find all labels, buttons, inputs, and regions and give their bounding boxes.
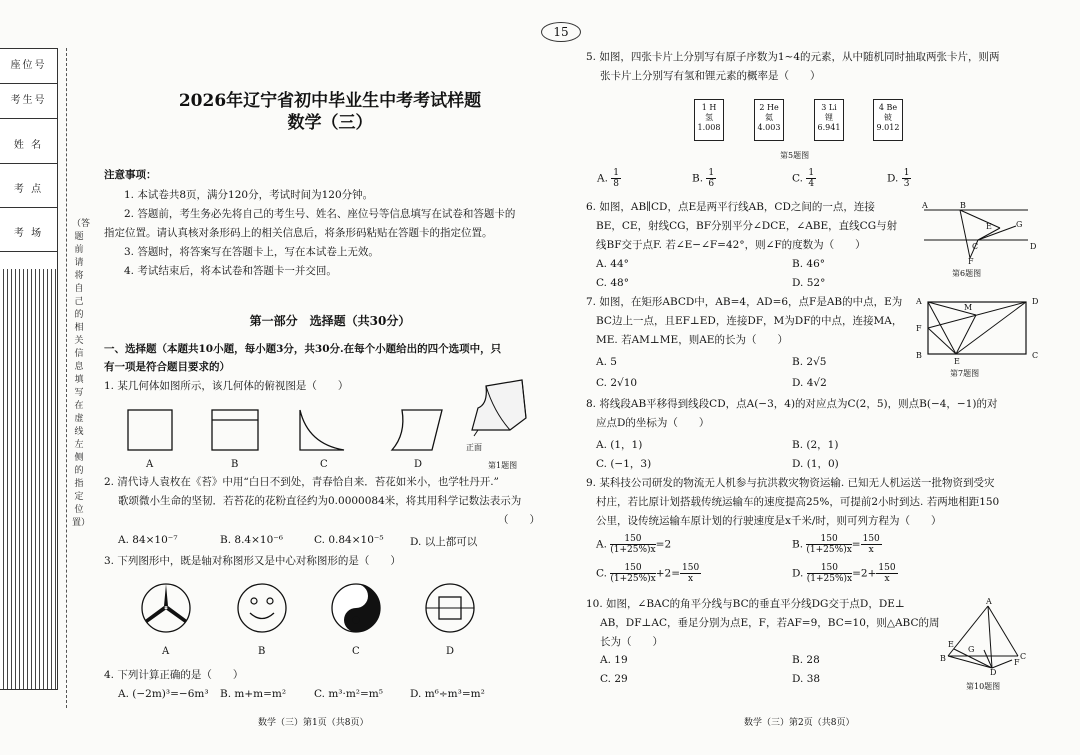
q10-point-f: F xyxy=(1014,658,1020,667)
q10-caption: 第10题图 xyxy=(966,682,1001,691)
q6-point-a: A xyxy=(922,201,928,210)
q1-label-c: C xyxy=(320,459,328,470)
q5-stem-cont: 张卡片上分别写有氢和锂元素的概率是（ ） xyxy=(600,70,821,82)
q1-label-a: A xyxy=(146,459,154,470)
q3-label-b: B xyxy=(258,646,266,657)
q3-option-a-figure xyxy=(140,582,192,634)
q6-caption: 第6题图 xyxy=(952,269,982,278)
q5-card-h: 1 H 氢 1.008 xyxy=(694,99,724,141)
q9-option-c: C. $\frac{150}{(1+25\%)x}$ +2= $\frac{150}{x}$ xyxy=(596,563,700,584)
q6-point-g: G xyxy=(1016,220,1023,229)
cut-line xyxy=(66,48,67,708)
barcode-area xyxy=(0,269,57,689)
q10-point-a: A xyxy=(986,597,992,606)
q6-stem-cont2: 线BF交于点F. 若∠E−∠F=42°，则∠F的度数为（ ） xyxy=(596,239,866,251)
q7-point-c: C xyxy=(1032,351,1039,360)
q10-option-a: A. 19 xyxy=(600,654,628,666)
q7-point-f: F xyxy=(916,324,922,333)
q8-option-a: A. (1，1) xyxy=(596,439,643,451)
exam-title: 2026年辽宁省初中毕业生中考考试样题 xyxy=(178,91,482,111)
q10-stem: 10. 如图，∠BAC的角平分线与BC的垂直平分线DG交于点D，DE⊥ xyxy=(586,598,905,610)
q10-point-g: G xyxy=(968,645,975,654)
exam-room-field: 考 场 xyxy=(0,217,57,252)
q9-stem: 9. 某科技公司研发的物流无人机参与抗洪救灾物资运输. 已知无人机运送一批物资到受灾 xyxy=(586,477,995,489)
part1-heading: 第一部分 选择题（共30分） xyxy=(249,314,411,328)
q1-option-d-figure xyxy=(392,408,446,454)
q9-option-a: A. $\frac{150}{(1+25\%)x}$ =2 xyxy=(596,534,672,555)
q9-stem-cont2: 公里，设传统运输车原计划的行驶速度是x千米/时，则可列方程为（ ） xyxy=(596,515,942,527)
q3-label-d: D xyxy=(446,646,455,657)
q5-option-b: B. $\frac{1}{6}$ xyxy=(692,168,715,189)
q7-option-c: C. 2√10 xyxy=(596,377,638,389)
q10-option-c: C. 29 xyxy=(600,673,628,685)
q3-option-c-figure xyxy=(330,582,382,634)
q2-stem: 2. 清代诗人袁枚在《苔》中用“白日不到处，青春恰自来．苔花如米小，也学牡丹开.” xyxy=(104,476,499,488)
q6-point-c: C xyxy=(972,242,979,251)
notice-item: 1. 本试卷共8页，满分120分，考试时间为120分钟。 xyxy=(124,189,374,201)
q9-option-d: D. $\frac{150}{(1+25\%)x}$ =2+ $\frac{150}{x}$ xyxy=(792,563,896,584)
q5-card-be: 4 Be 铍 9.012 xyxy=(873,99,903,141)
q6-figure xyxy=(920,198,1032,262)
q5-option-c: C. $\frac{1}{4}$ xyxy=(792,168,815,189)
notice-item: 指定位置。请认真核对条形码上的相关信息后，将条形码粘贴在答题卡的指定位置。 xyxy=(104,227,493,239)
q1-stem: 1. 某几何体如图所示，该几何体的俯视图是（ ） xyxy=(104,380,349,392)
q4-option-c: C. m³·m²=m⁵ xyxy=(314,688,383,700)
q10-stem-cont2: 长为（ ） xyxy=(600,636,663,648)
q7-point-e: E xyxy=(954,357,960,366)
q7-option-a: A. 5 xyxy=(596,356,617,368)
q4-option-d: D. m⁶÷m³=m² xyxy=(410,688,485,700)
q6-stem-cont: BE，CE，射线CG，BF分别平分∠DCE，∠ABE，直线CG与射 xyxy=(596,220,898,232)
q7-point-b: B xyxy=(916,351,922,360)
q7-stem: 7. 如图，在矩形ABCD中，AB=4，AD=6，点F是AB的中点，E为 xyxy=(586,296,903,308)
q5-card-he: 2 He 氦 4.003 xyxy=(754,99,784,141)
q1-option-b-figure xyxy=(212,408,262,454)
q7-point-m: M xyxy=(964,303,973,312)
seat-number-field: 座位号 xyxy=(0,49,57,84)
notice-item: 2. 答题前，考生务必先将自己的考生号、姓名、座位号等信息填写在试卷和答题卡的 xyxy=(124,208,516,220)
q2-option-b: B. 8.4×10⁻⁶ xyxy=(220,534,283,546)
q6-point-b: B xyxy=(960,201,966,210)
exam-number-field: 考生号 xyxy=(0,84,57,119)
notice-item: 3. 答题时，将答案写在答题卡上，写在本试卷上无效。 xyxy=(124,246,379,258)
q6-point-d: D xyxy=(1030,242,1037,251)
section-heading-cont: 有一项是符合题目要求的） xyxy=(104,361,230,373)
q2-stem-cont: 歌颂微小生命的坚韧．若苔花的花粉直径约为0.0000084米，将其用科学记数法表示为 xyxy=(118,495,522,507)
q2-option-d: D. 以上都可以 xyxy=(410,536,478,548)
q6-point-e: E xyxy=(986,222,992,231)
q1-option-c-figure xyxy=(298,408,348,454)
q4-option-a: A. (−2m)³=−6m³ xyxy=(118,688,209,700)
exam-subtitle: 数学（三） xyxy=(287,113,373,133)
q8-stem-cont: 应点D的坐标为（ ） xyxy=(596,417,710,429)
q10-point-b: B xyxy=(940,654,946,663)
q2-option-c: C. 0.84×10⁻⁵ xyxy=(314,534,384,546)
q8-option-d: D. (1，0) xyxy=(792,458,839,470)
q6-stem: 6. 如图，AB∥CD，点E是两平行线AB，CD之间的一点，连接 xyxy=(586,201,875,213)
q10-option-d: D. 38 xyxy=(792,673,821,685)
q8-option-c: C. (−1，3) xyxy=(596,458,652,470)
q4-option-b: B. m+m=m² xyxy=(220,688,287,700)
q10-option-b: B. 28 xyxy=(792,654,820,666)
q1-front-label: 正面 xyxy=(466,443,482,452)
q5-option-a: A. $\frac{1}{8}$ xyxy=(597,168,619,189)
q3-label-a: A xyxy=(162,646,170,657)
notice-heading: 注意事项： xyxy=(104,169,157,181)
q10-point-c: C xyxy=(1020,652,1027,661)
q6-option-c: C. 48° xyxy=(596,277,629,289)
q3-stem: 3. 下列图形中，既是轴对称图形又是中心对称图形的是（ ） xyxy=(104,555,401,567)
q1-label-d: D xyxy=(414,459,423,470)
q6-point-f: F xyxy=(968,257,974,266)
q2-option-a: A. 84×10⁻⁷ xyxy=(118,534,178,546)
q10-stem-cont: AB，DF⊥AC，垂足分别为点E，F，若AF=9，BC=10，则△ABC的周 xyxy=(600,617,940,629)
q6-option-a: A. 44° xyxy=(596,258,629,270)
q5-stem: 5. 如图，四张卡片上分别写有原子序数为1~4的元素，从中随机同时抽取两张卡片，则两 xyxy=(586,51,1000,63)
q8-option-b: B. (2，1) xyxy=(792,439,839,451)
q7-stem-cont: BC边上一点，且EF⊥ED，连接DF，M为DF的中点，连接MA， xyxy=(596,315,903,327)
q5-option-d: D. $\frac{1}{3}$ xyxy=(887,168,910,189)
q10-point-d: D xyxy=(990,668,997,677)
info-sidebar xyxy=(0,48,58,690)
exam-site-field: 考 点 xyxy=(0,173,57,208)
q1-caption: 第1题图 xyxy=(488,461,518,470)
q7-option-b: B. 2√5 xyxy=(792,356,827,368)
q1-option-a-figure xyxy=(128,408,178,454)
q5-caption: 第5题图 xyxy=(780,151,810,160)
q3-label-c: C xyxy=(352,646,360,657)
q6-option-b: B. 46° xyxy=(792,258,826,270)
q1-label-b: B xyxy=(231,459,239,470)
q10-point-e: E xyxy=(948,640,954,649)
q6-option-d: D. 52° xyxy=(792,277,826,289)
q1-solid-figure xyxy=(468,378,532,442)
section-heading: 一、选择题（本题共10小题，每小题3分，共30分.在每个小题给出的四个选项中，只 xyxy=(104,343,502,355)
name-field: 姓 名 xyxy=(0,129,57,164)
q7-figure xyxy=(926,300,1030,360)
footer-right: 数学（三）第2页（共8页） xyxy=(744,718,855,728)
q7-point-a: A xyxy=(916,297,922,306)
q2-answer-paren: （ ） xyxy=(498,514,540,526)
notice-item: 4. 考试结束后，将本试卷和答题卡一并交回。 xyxy=(124,265,337,277)
q3-option-b-figure xyxy=(236,582,288,634)
q7-point-d: D xyxy=(1032,297,1039,306)
q5-card-li: 3 Li 锂 6.941 xyxy=(814,99,844,141)
q7-caption: 第7题图 xyxy=(950,369,980,378)
q9-option-b: B. $\frac{150}{(1+25\%)x}$ = $\frac{150}{x}$ xyxy=(792,534,880,555)
side-note: （答题前请将自己的相关信息填写在虚线左侧的指定位置） xyxy=(72,219,91,528)
q3-option-d-figure xyxy=(424,582,476,634)
q10-figure xyxy=(944,602,1034,678)
q8-stem: 8. 将线段AB平移得到线段CD，点A(−3，4)的对应点为C(2，5)，则点B(−4，−1)的对 xyxy=(586,398,998,410)
page-number: 15 xyxy=(541,22,581,42)
q7-option-d: D. 4√2 xyxy=(792,377,827,389)
q7-stem-cont2: ME. 若AM⊥ME，则AE的长为（ ） xyxy=(596,334,788,346)
q4-stem: 4. 下列计算正确的是（ ） xyxy=(104,669,244,681)
footer-left: 数学（三）第1页（共8页） xyxy=(258,718,369,728)
q9-stem-cont: 村庄，若比原计划搭载传统运输车的速度提高25%，可提前2小时到达. 若两地相距150 xyxy=(596,496,1000,508)
